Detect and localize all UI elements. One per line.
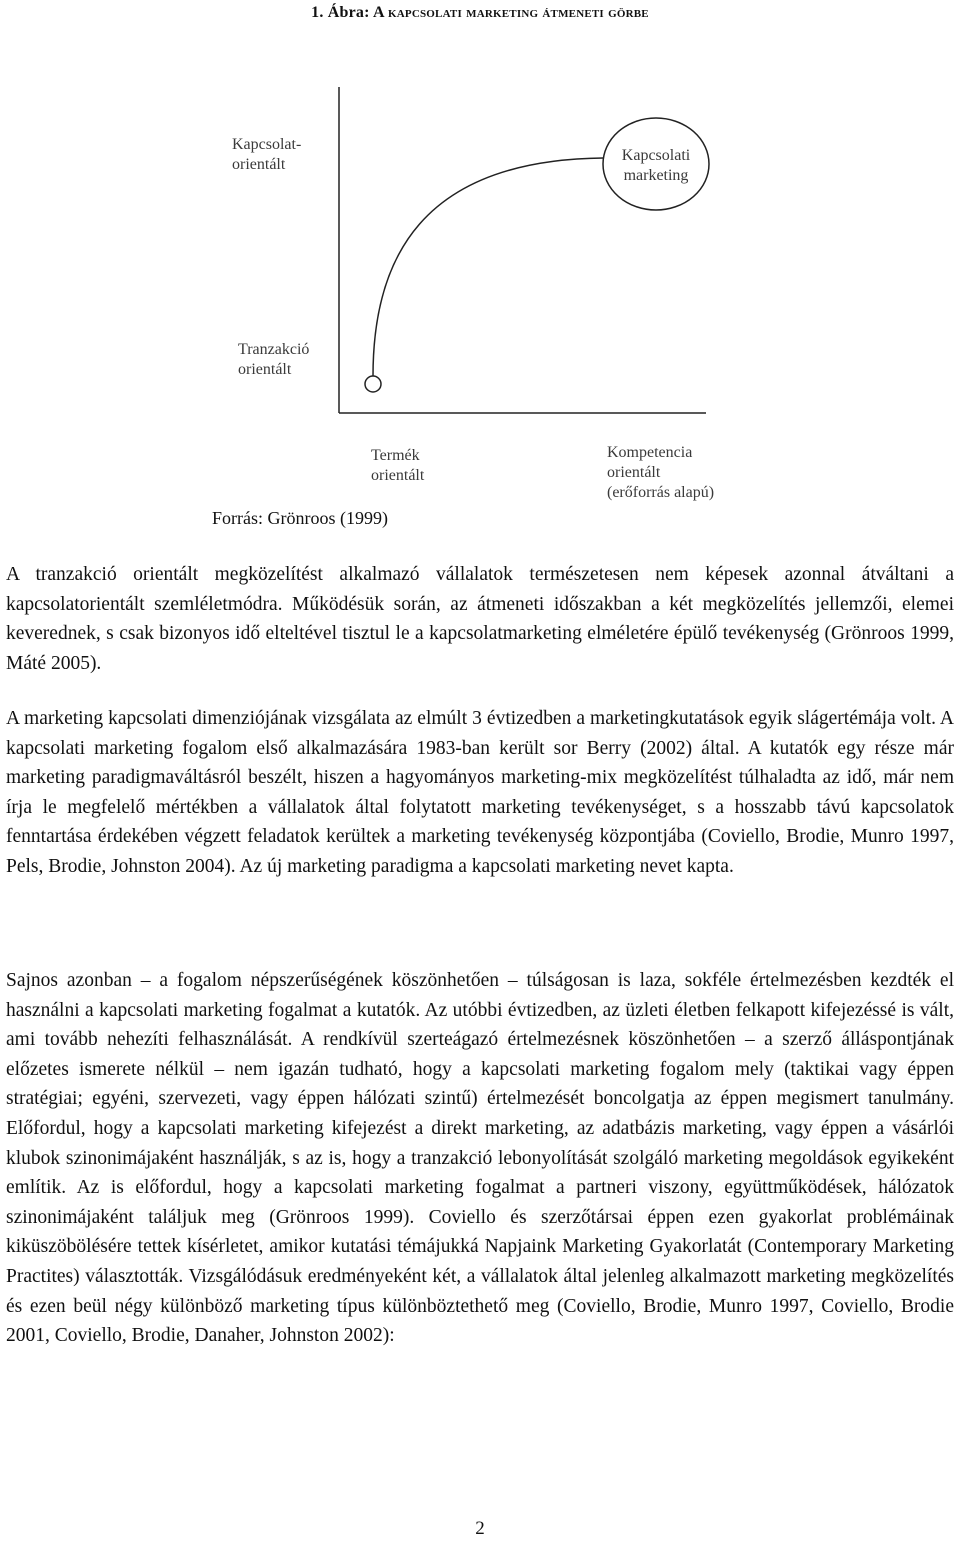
- transition-curve-diagram: [0, 60, 960, 540]
- circle-end-label: Kapcsolati marketing: [621, 147, 691, 184]
- y-bottom-label: Tranzakció orientált: [238, 341, 310, 378]
- x-left-label: Termék orientált: [371, 447, 425, 484]
- figure-title-rest: kapcsolati marketing átmeneti görbe: [388, 4, 649, 21]
- transition-curve: [373, 158, 603, 376]
- x-right-label: Kompetencia orientált (erőforrás alapú): [607, 444, 715, 501]
- diagram-svg: [0, 60, 960, 540]
- figure-title-prefix: 1. Ábra: A: [311, 4, 384, 21]
- paragraph-3: Sajnos azonban – a fogalom népszerűségének köszönhetően – túlságosan is laza, sokféle értelmezésben kezdték el használni a kapcsolati marketing fogalmat a kutatók. Az utóbbi évtizedben, az üzleti életben felkapott kifejezéssé is vált, ami tovább nehezíti felhasználását. A rendkívül szerteágazó értelmezésnek köszönhetően – a szerző álláspontjának előzetes ismerete nélkül – nem igazán tudható, hogy a kapcsolati marketing fogalom mely (taktikai vagy éppen stratégiai; egyéni, szervezeti, vagy éppen hálózati szintű) értelmezését boncolgatja az éppen megismert tanulmány. Előfordul, hogy a kapcsolati marketing kifejezést a direkt marketing, az adatbázis marketing, vagy éppen a vásárlói klubok szinonimájaként használják, s az is, hogy a tranzakció lebonyolítását szolgáló marketing megoldások egyikeként említik. Az is előfordul, hogy a kapcsolati marketing fogalmat a partneri viszony, együttműködések, hálózatok szinonimájaként találjuk meg (Grönroos 1999). Coviello és szerzőtársai éppen ezen gyakorlat problémáinak kiküszöbölésére tettek kísérletet, amikor kutatási témájukká Napjaink Marketing Gyakorlatát (Contemporary Marketing Practites) választották. Vizsgálódásuk eredményeként két, a vállalatok által jelenleg alkalmazott marketing megközelítés és ezen beül négy különböző marketing típus különböztethető meg (Coviello, Brodie, Munro 1997, Coviello, Brodie 2001, Coviello, Brodie, Danaher, Johnston 2002):: [6, 970, 954, 1347]
- start-circle: [365, 376, 381, 392]
- paragraph-1: A tranzakció orientált megközelítést alkalmazó vállalatok természetesen nem képesek azonnal átváltani a kapcsolatorientált szemléletmódra. Működésük során, az átmeneti időszakban a két megközelítés jellemzői, elemei keverednek, s csak bizonyos idő elteltével tisztul le a kapcsolatmarketing elméletére épülő tevékenység (Grönroos 1999, Máté 2005).: [6, 564, 954, 674]
- figure-source: Forrás: Grönroos (1999): [212, 508, 388, 528]
- paragraph-2: A marketing kapcsolati dimenziójának vizsgálata az elmúlt 3 évtizedben a marketingkutatások egyik slágertémája volt. A kapcsolati marketing fogalom első alkalmazására 1983-ban került sor Berry (2002) által. A kutatók egy része már marketing paradigmaváltásról beszélt, hiszen a hagyományos marketing-mix megközelítést túlhaladta az idő, már nem írja le megfelelő mértékben a vállalatok által folytatott marketing tevékenységet, s a hosszabb távú kapcsolatok fenntartása érdekében végzett feladatok kerültek a marketing tevékenység központjába (Coviello, Brodie, Munro 1997, Pels, Brodie, Johnston 2004). Az új marketing paradigma a kapcsolati marketing nevet kapta.: [6, 708, 954, 877]
- y-top-label: Kapcsolat- orientált: [232, 136, 302, 173]
- figure-title: [0, 4, 960, 22]
- page-number: 2: [475, 1518, 485, 1539]
